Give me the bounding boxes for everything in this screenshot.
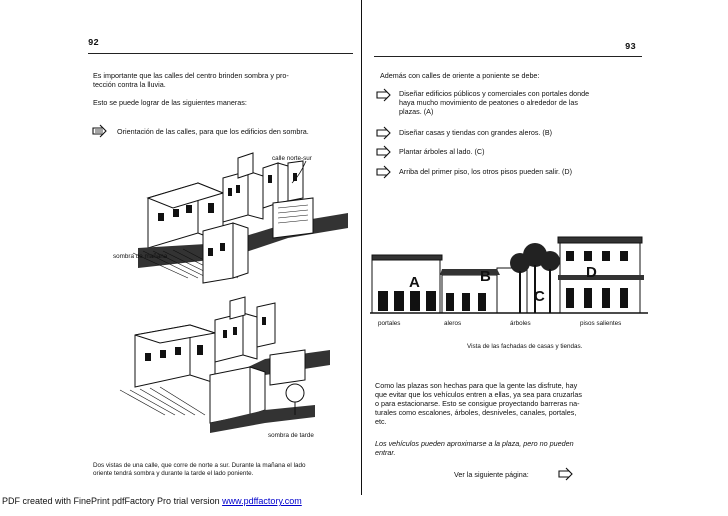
bullet-d: Arriba del primer piso, los otros pisos pueden salir. (D) [399, 167, 572, 176]
left-caption-line-1: Dos vistas de una calle, que corre de norte a sur. Durante la mañana el lado [93, 462, 306, 469]
footer-link[interactable]: www.pdffactory.com [222, 496, 302, 506]
right-page [362, 0, 728, 516]
pointing-hand-icon [376, 145, 398, 159]
label-calle-norte-sur: calle norte-sur [272, 155, 312, 162]
pointing-hand-icon [558, 467, 580, 481]
bullet-c: Plantar árboles al lado. (C) [399, 147, 485, 156]
right-intro: Además con calles de oriente a poniente se debe: [380, 71, 540, 80]
pointing-hand-icon [376, 165, 398, 179]
pointing-hand-icon [92, 124, 114, 138]
letter-a: A [409, 274, 420, 291]
letter-c: C [534, 288, 545, 305]
left-caption-line-2: oriente tendrá sombra y durante la tarde el lado poniente. [93, 470, 254, 477]
pdf-footer [2, 496, 302, 506]
para-line-2: que evitar que los vehículos entren a ellas, ya sea para cruzarlas [375, 390, 582, 399]
pointing-hand-icon [376, 126, 398, 140]
letter-d: D [586, 264, 597, 281]
bullet-orientation: Orientación de las calles, para que los edificios den sombra. [117, 127, 309, 136]
label-pisos-salientes: pisos salientes [580, 320, 622, 327]
label-portales: portales [378, 320, 401, 327]
para-line-1: Como las plazas son hechas para que la gente las disfrute, hay [375, 381, 578, 390]
para-line-4: turales como escalones, árboles, desniveles, canales, portales, [375, 408, 577, 417]
italic-line-2: entrar. [375, 448, 396, 457]
page-number-left: 92 [88, 38, 99, 48]
intro-line-2: tección contra la lluvia. [93, 80, 166, 89]
intro-line-3: Esto se puede lograr de las siguientes maneras: [93, 98, 247, 107]
street-morning-illustration [128, 143, 348, 288]
facades-caption: Vista de las fachadas de casas y tiendas. [467, 343, 583, 350]
label-arboles: árboles [510, 320, 531, 327]
left-page [0, 0, 362, 516]
para-line-3: o para estacionarse. Esto se consigue proyectando barreras na- [375, 399, 580, 408]
bullet-a-line-3: plazas. (A) [399, 107, 434, 116]
italic-line-1: Los vehículos pueden aproximarse a la plaza, pero no pueden [375, 439, 574, 448]
label-aleros: aleros [444, 320, 462, 327]
intro-line-1: Es importante que las calles del centro brinden sombra y pro- [93, 71, 289, 80]
letter-b: B [480, 268, 491, 285]
label-sombra-manana: sombra de mañana [113, 253, 168, 260]
para-line-5: etc. [375, 417, 387, 426]
bullet-b: Diseñar casas y tiendas con grandes aleros. (B) [399, 128, 553, 137]
header-rule-right [374, 56, 642, 57]
label-sombra-tarde: sombra de tarde [268, 432, 314, 439]
pointing-hand-icon [376, 88, 398, 102]
see-next-page: Ver la siguiente página: [454, 470, 529, 479]
header-rule-left [88, 53, 353, 54]
footer-text: PDF created with FinePrint pdfFactory Pro trial version [2, 496, 223, 506]
bullet-a-line-1: Diseñar edificios públicos y comerciales con portales donde [399, 89, 590, 98]
bullet-a-line-2: haya mucho movimiento de peatones o alrededor de las [399, 98, 578, 107]
page-number-right: 93 [625, 42, 636, 52]
street-afternoon-illustration [115, 295, 345, 435]
